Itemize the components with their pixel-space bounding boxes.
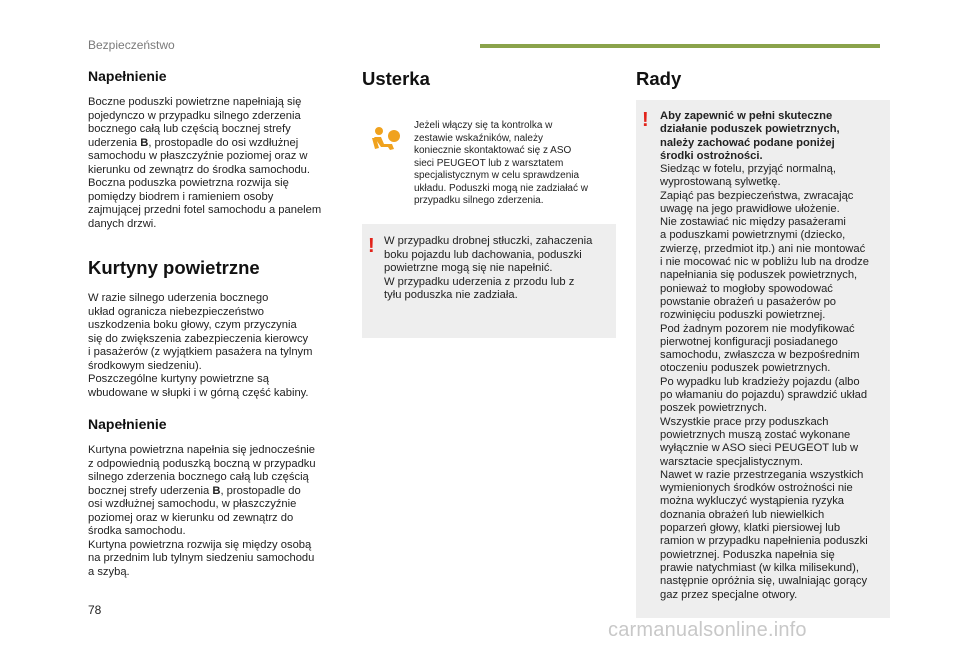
exclamation-icon: !: [368, 235, 375, 257]
airbag-warning-icon: [370, 126, 402, 156]
advice-box: [636, 100, 890, 618]
info-box-text: W przypadku drobnej stłuczki, zahaczenia boku pojazdu lub dachowania, poduszki powietrzne mogą się nie napełnić. W przypadku uderzenia z przodu lub z tyłu poduszka nie zadziała.: [384, 235, 593, 301]
warning-lamp-text: Jeżeli włączy się ta kontrolka w zestawie wskaźników, należy koniecznie skontaktować się z ASO sieci PEUGEOT lub z warsztatem specjalistycznym w celu sprawdzenia układu. Poduszki mogą nie zadziałać w przypadku silnego zderzenia.: [414, 120, 588, 206]
heading-usterka: Usterka: [362, 68, 430, 89]
heading-rady: Rady: [636, 68, 682, 89]
advice-intro-bold: Aby zapewnić w pełni skuteczne działanie poduszek powietrznych, należy zachować podane poniżej środki ostrożności.: [660, 110, 840, 162]
watermark: carmanualsonline.info: [608, 619, 807, 641]
exclamation-icon: !: [642, 109, 649, 131]
heading-kurtyny: Kurtyny powietrzne: [88, 257, 260, 278]
info-box-minor-collision: [362, 224, 616, 338]
paragraph-curtain-deploy: Kurtyna powietrzna napełnia się jednocześnie z odpowiednią poduszką boczną w przypadku silnego zderzenia bocznego całą lub częścią bocznej strefy uderzenia B, prostopadle do osi wzdłużnej samochodu, w płaszczyźnie poziomej oraz w kierunku od zewnątrz do środka samochodu. Kurtyna powietrzna rozwija się między osobą na przednim lub tylnym siedzeniu samochodu a szybą.: [88, 444, 316, 578]
page-number: 78: [88, 603, 102, 617]
advice-body: Siedząc w fotelu, przyjąć normalną, wyprostowaną sylwetkę. Zapiąć pas bezpieczeństwa, zwracając uwagę na jego prawidłowe ułożenie. Nie zostawiać nic między pasażerami a poduszkami powietrznymi (dziecko, zwierzę, przedmiot itp.) ani nie montować i nie mocować nic w pobliżu lub na drodze napełniania się poduszek powietrznych, ponieważ to mogłoby spowodować powstanie obrażeń u pasażerów po rozwinięciu poduszki powietrznej. Pod żadnym pozorem nie modyfikować pierwotnej konfiguracji posiadanego samochodu, zwłaszcza w bezpośrednim otoczeniu poduszek powietrznych. Po wypadku lub kradzieży pojazdu (albo po włamaniu do pojazdu) sprawdzić układ poszek powietrznych. Wszystkie prace przy poduszkach powietrznych muszą zostać wykonane wyłącznie w ASO sieci PEUGEOT lub w warsztacie specjalistycznym. Nawet w razie przestrzegania wszystkich wymienionych środków ostrożności nie można wykluczyć wystąpienia ryzyka doznania obrażeń lub niewielkich poparzeń głowy, klatki piersiowej lub ramion w przypadku napełnienia poduszki powietrznej. Poduszka napełnia się prawie natychmiast (w kilka milisekund), następnie opróżnia się, uwalniając gorący gaz przez specjalne otwory.: [660, 163, 869, 601]
heading-napelnienie-1: Napełnienie: [88, 68, 167, 84]
heading-napelnienie-2: Napełnienie: [88, 416, 167, 432]
header-rule: [480, 44, 880, 48]
section-title: Bezpieczeństwo: [88, 38, 175, 52]
paragraph-side-airbags: Boczne poduszki powietrzne napełniają się pojedynczo w przypadku silnego zderzenia bocznego całą lub częścią bocznej strefy uderzenia B, prostopadle do osi wzdłużnej samochodu w płaszczyźnie poziomej oraz w kierunku od zewnątrz do środka samochodu. Boczna poduszka powietrzna rozwija się pomiędzy biodrem i ramieniem osoby zajmującej przedni fotel samochodu a panelem danych drzwi.: [88, 96, 322, 230]
paragraph-curtains: W razie silnego uderzenia bocznego układ ogranicza niebezpieczeństwo uszkodzenia boku głowy, czym przyczynia się do zwiększenia zabezpieczenia kierowcy i pasażerów (z wyjątkiem pasażera na tylnym środkowym siedzeniu). Poszczególne kurtyny powietrzne są wbudowane w słupki i w górną część kabiny.: [88, 292, 313, 399]
